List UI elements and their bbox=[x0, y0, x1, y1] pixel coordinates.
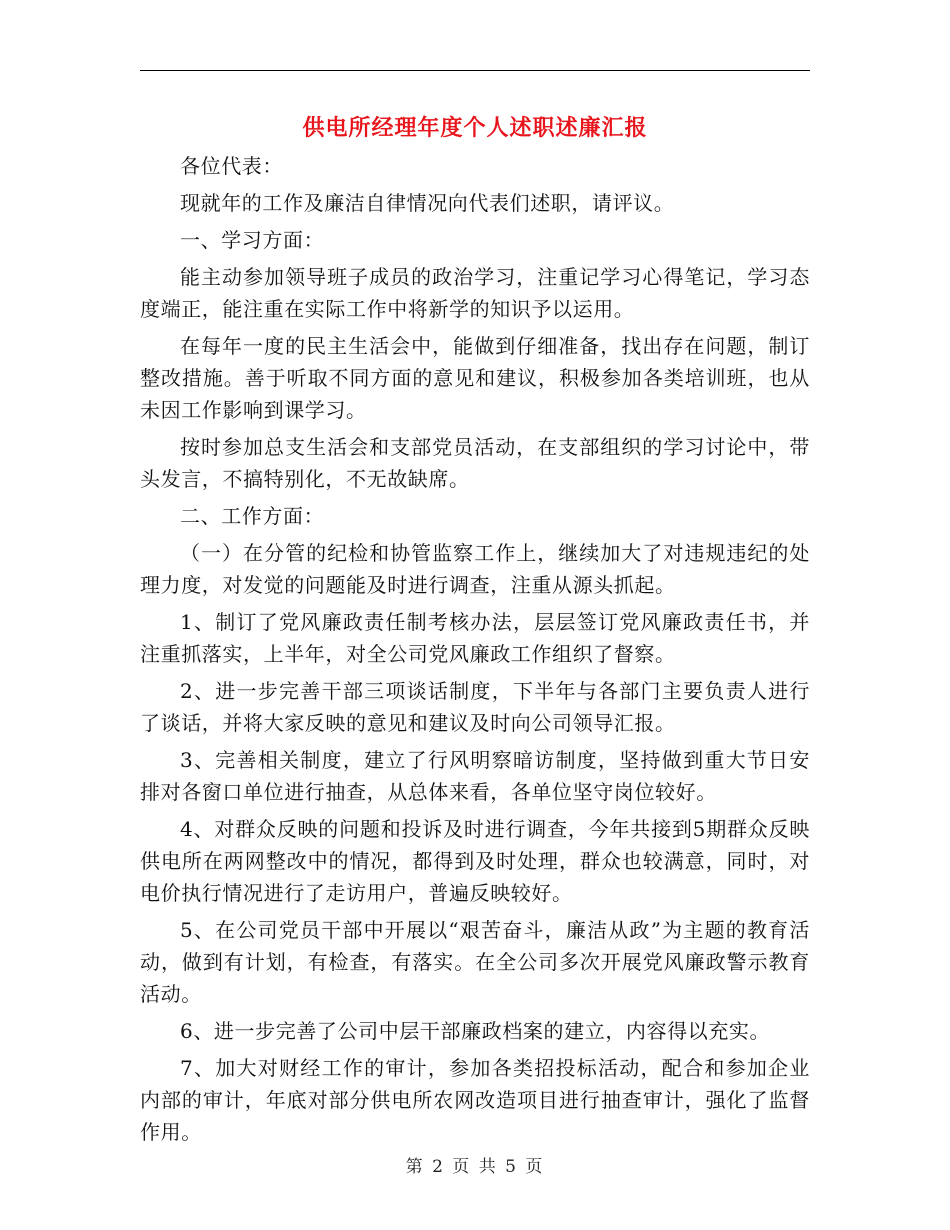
paragraph-study-2: 在每年一度的民主生活会中，能做到仔细准备，找出存在问题，制订整改措施。善于听取不同方面的意见和建议，积极参加各类培训班，也从未因工作影响到课学习。 bbox=[140, 334, 810, 422]
paragraph-study-1: 能主动参加领导班子成员的政治学习，注重记学习心得笔记，学习态度端正，能注重在实际工作中将新学的知识予以运用。 bbox=[140, 265, 810, 321]
paragraph-work-item-6: 6、进一步完善了公司中层干部廉政档案的建立，内容得以充实。 bbox=[180, 1019, 771, 1043]
page-number-footer: 第 2 页 共 5 页 bbox=[405, 1157, 545, 1177]
document-body bbox=[140, 150, 810, 1153]
paragraph-intro: 现就年的工作及廉洁自律情况向代表们述职，请评议。 bbox=[180, 191, 675, 215]
section-heading-study: 一、学习方面： bbox=[180, 228, 325, 252]
paragraph-work-item-2: 2、进一步完善干部三项谈话制度，下半年与各部门主要负责人进行了谈话，并将大家反映的意见和建议及时向公司领导汇报。 bbox=[140, 679, 810, 735]
document-title: 供电所经理年度个人述职述廉汇报 bbox=[302, 115, 648, 141]
paragraph-work-item-5: 5、在公司党员干部中开展以“艰苦奋斗，廉洁从政”为主题的教育活动，做到有计划，有检查，有落实。在全公司多次开展党风廉政警示教育活动。 bbox=[140, 918, 810, 1006]
paragraph-work-item-3: 3、完善相关制度，建立了行风明察暗访制度，坚持做到重大节日安排对各窗口单位进行抽查，从总体来看，各单位坚守岗位较好。 bbox=[140, 748, 810, 804]
paragraph-salutation: 各位代表： bbox=[180, 154, 283, 178]
paragraph-study-3: 按时参加总支生活会和支部党员活动，在支部组织的学习讨论中，带头发言，不搞特别化，不无故缺席。 bbox=[140, 435, 810, 491]
paragraph-work-item-1: 1、制订了党风廉政责任制考核办法，层层签订党风廉政责任书，并注重抓落实，上半年，对全公司党风廉政工作组织了督察。 bbox=[140, 610, 810, 666]
paragraph-work-subsection-1: （一）在分管的纪检和协管监察工作上，继续加大了对违规违纪的处理力度，对发觉的问题能及时进行调查，注重从源头抓起。 bbox=[140, 541, 810, 597]
paragraph-work-item-4: 4、对群众反映的问题和投诉及时进行调查，今年共接到5期群众反映供电所在两网整改中的情况，都得到及时处理，群众也较满意，同时，对电价执行情况进行了走访用户，普遍反映较好。 bbox=[140, 817, 810, 905]
section-heading-work: 二、工作方面： bbox=[180, 504, 325, 528]
header-rule bbox=[140, 70, 810, 71]
paragraph-work-item-7: 7、加大对财经工作的审计，参加各类招投标活动，配合和参加企业内部的审计，年底对部分供电所农网改造项目进行抽查审计，强化了监督作用。 bbox=[140, 1056, 810, 1144]
